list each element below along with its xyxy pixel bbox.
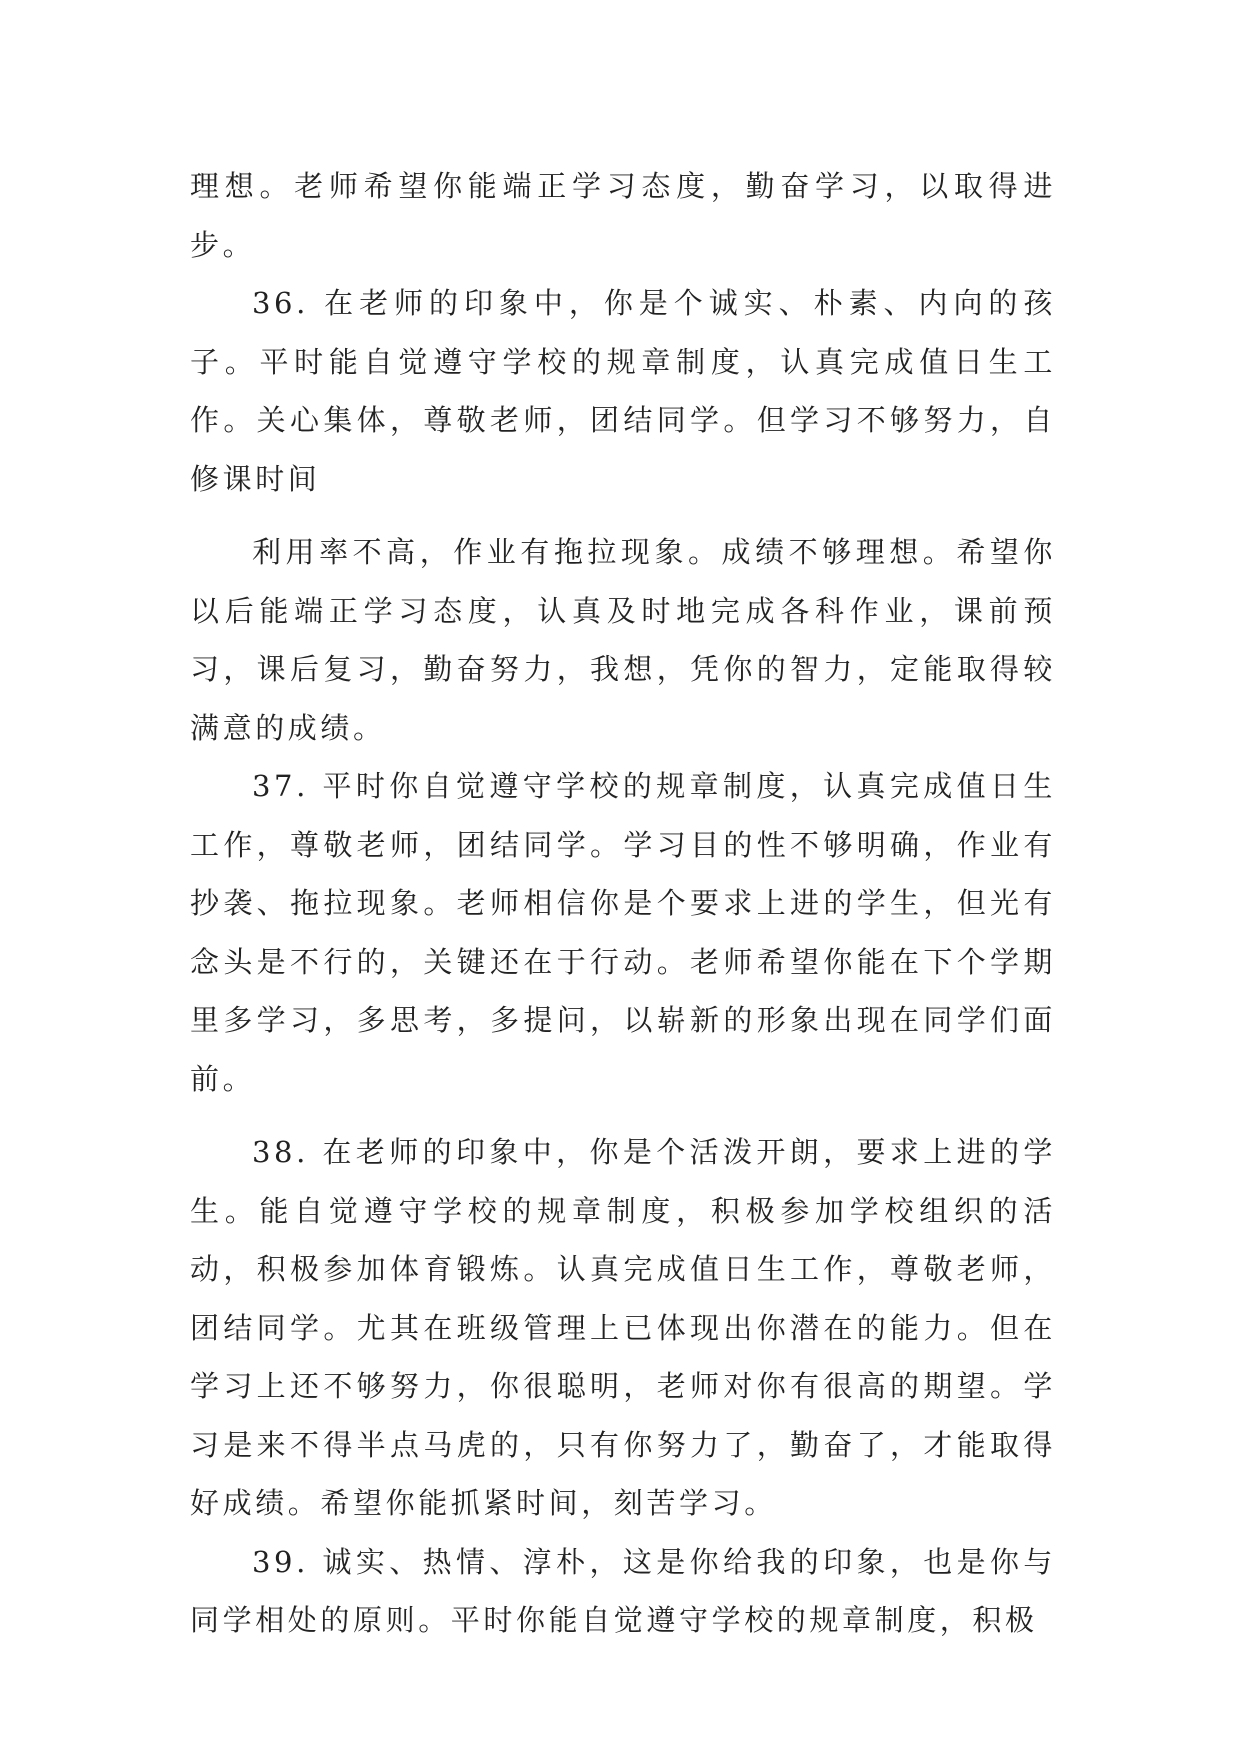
paragraph-comment-36-continued: 利用率不高，作业有拖拉现象。成绩不够理想。希望你以后能端正学习态度，认真及时地完成各科作业，课前预习，课后复习，勤奋努力，我想，凭你的智力，定能取得较满意的成绩。 [190, 535, 1056, 745]
document-body [190, 157, 1056, 1650]
paragraph-continuation: 理想。老师希望你能端正学习态度，勤奋学习，以取得进步。 [190, 169, 1056, 262]
paragraph-comment-36: 36. 在老师的印象中，你是个诚实、朴素、内向的孩子。平时能自觉遵守学校的规章制度，认真完成值日生工作。关心集体，尊敬老师，团结同学。但学习不够努力，自修课时间 [190, 286, 1056, 496]
paragraph-gap [190, 508, 1056, 523]
paragraph-comment-39: 39. 诚实、热情、淳朴，这是你给我的印象，也是你与同学相处的原则。平时你能自觉遵守学校的规章制度，积极 [190, 1544, 1056, 1637]
paragraph-comment-38: 38. 在老师的印象中，你是个活泼开朗，要求上进的学生。能自觉遵守学校的规章制度，积极参加学校组织的活动，积极参加体育锻炼。认真完成值日生工作，尊敬老师，团结同学。尤其在班级管理上已体现出你潜在的能力。但在学习上还不够努力，你很聪明，老师对你有很高的期望。学习是来不得半点马虎的，只有你努力了，勤奋了，才能取得好成绩。希望你能抓紧时间，刻苦学习。 [190, 1135, 1056, 1520]
paragraph-comment-37: 37. 平时你自觉遵守学校的规章制度，认真完成值日生工作，尊敬老师，团结同学。学习目的性不够明确，作业有抄袭、拖拉现象。老师相信你是个要求上进的学生，但光有念头是不行的，关键还在于行动。老师希望你能在下个学期里多学习，多思考，多提问，以崭新的形象出现在同学们面前。 [190, 769, 1056, 1096]
paragraph-gap [190, 1108, 1056, 1123]
